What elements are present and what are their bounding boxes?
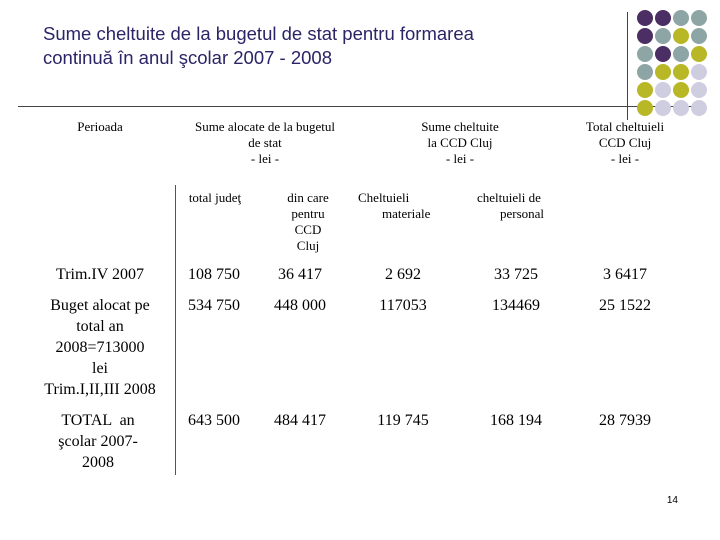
cell-material: 117053 — [379, 297, 427, 314]
subheader-of-which-line: din care — [287, 190, 329, 205]
header-allocated-line: Sume alocate de la bugetul — [194, 119, 336, 134]
subheader-material-line: Cheltuieli — [358, 190, 410, 205]
row-label-line: Trim.IV 2007 — [55, 266, 145, 283]
cell-ccd: 36 417 — [278, 266, 322, 283]
slide-title — [43, 22, 583, 70]
cell-county: 534 750 — [188, 297, 240, 314]
dot — [655, 64, 671, 80]
row-label-line: lei — [92, 360, 108, 377]
row-label-line: 2008=713000 — [55, 339, 145, 356]
dot — [655, 100, 671, 116]
cell-personnel: 168 194 — [490, 412, 542, 429]
cell-personnel: 134469 — [492, 297, 540, 314]
row-label-line: 2008 — [82, 454, 114, 471]
dot — [637, 10, 653, 26]
row-label-line: Trim.I,II,III 2008 — [44, 381, 156, 398]
dot — [673, 46, 689, 62]
header-spent-line: la CCD Cluj — [427, 135, 493, 150]
subheader-personnel-line: personal — [500, 206, 545, 221]
subheader-personnel-line: cheltuieli de — [477, 190, 541, 205]
cell-material: 2 692 — [385, 266, 421, 283]
dot — [637, 100, 653, 116]
dot — [673, 82, 689, 98]
dot — [655, 28, 671, 44]
dot — [691, 64, 707, 80]
cell-county: 643 500 — [188, 412, 240, 429]
cell-county: 108 750 — [188, 266, 240, 283]
dot — [691, 28, 707, 44]
dot — [691, 46, 707, 62]
header-total — [565, 119, 685, 167]
dot — [673, 100, 689, 116]
cell-total: 3 6417 — [603, 266, 647, 283]
dot — [655, 46, 671, 62]
decorative-vertical-line — [627, 12, 628, 120]
dot — [637, 64, 653, 80]
dot — [637, 82, 653, 98]
subheader-county-total-text: total judeţ — [188, 190, 242, 205]
row-label-line: total an — [76, 318, 124, 335]
dot — [691, 82, 707, 98]
subheader-of-which-line: Cluj — [296, 238, 320, 253]
header-total-line: Total cheltuieli — [585, 119, 665, 134]
row-label — [30, 264, 170, 285]
row-label — [25, 295, 175, 400]
header-spent — [380, 119, 540, 167]
dot — [673, 64, 689, 80]
cell-ccd: 484 417 — [274, 412, 326, 429]
dot — [691, 100, 707, 116]
dot — [673, 10, 689, 26]
dot — [655, 10, 671, 26]
header-spent-line: - lei - — [445, 151, 475, 166]
cell-total: 25 1522 — [599, 297, 651, 314]
dot — [691, 10, 707, 26]
dot — [637, 46, 653, 62]
subheader-personnel — [470, 190, 570, 222]
subheader-of-which — [268, 190, 348, 254]
row-label-line: TOTAL an — [61, 412, 135, 429]
row-label-line: Buget alocat pe — [50, 297, 150, 314]
header-period-text: Perioada — [77, 119, 123, 134]
title-line-1: Sume cheltuite de la bugetul de stat pentru formarea — [43, 23, 474, 44]
title-line-2: continuă în anul şcolar 2007 - 2008 — [43, 47, 333, 68]
dot — [655, 82, 671, 98]
cell-material: 119 745 — [377, 412, 429, 429]
subheader-county-total — [176, 190, 254, 206]
cell-total: 28 7939 — [599, 412, 651, 429]
table-column-divider — [175, 185, 176, 475]
decorative-horizontal-line — [18, 106, 700, 107]
header-period — [40, 119, 160, 135]
page-number: 14 — [666, 495, 678, 506]
row-label — [28, 410, 168, 473]
subheader-of-which-line: CCD — [294, 222, 322, 237]
cell-personnel: 33 725 — [494, 266, 538, 283]
header-spent-line: Sume cheltuite — [421, 119, 499, 134]
header-total-line: CCD Cluj — [598, 135, 652, 150]
subheader-material-line: materiale — [382, 206, 431, 221]
dot — [673, 28, 689, 44]
cell-ccd: 448 000 — [274, 297, 326, 314]
subheader-material — [350, 190, 460, 222]
header-total-line: - lei - — [610, 151, 640, 166]
header-allocated — [175, 119, 355, 167]
dot — [637, 28, 653, 44]
header-allocated-line: de stat — [248, 135, 282, 150]
subheader-of-which-line: pentru — [291, 206, 325, 221]
row-label-line: şcolar 2007- — [58, 433, 138, 450]
header-allocated-line: - lei - — [250, 151, 280, 166]
